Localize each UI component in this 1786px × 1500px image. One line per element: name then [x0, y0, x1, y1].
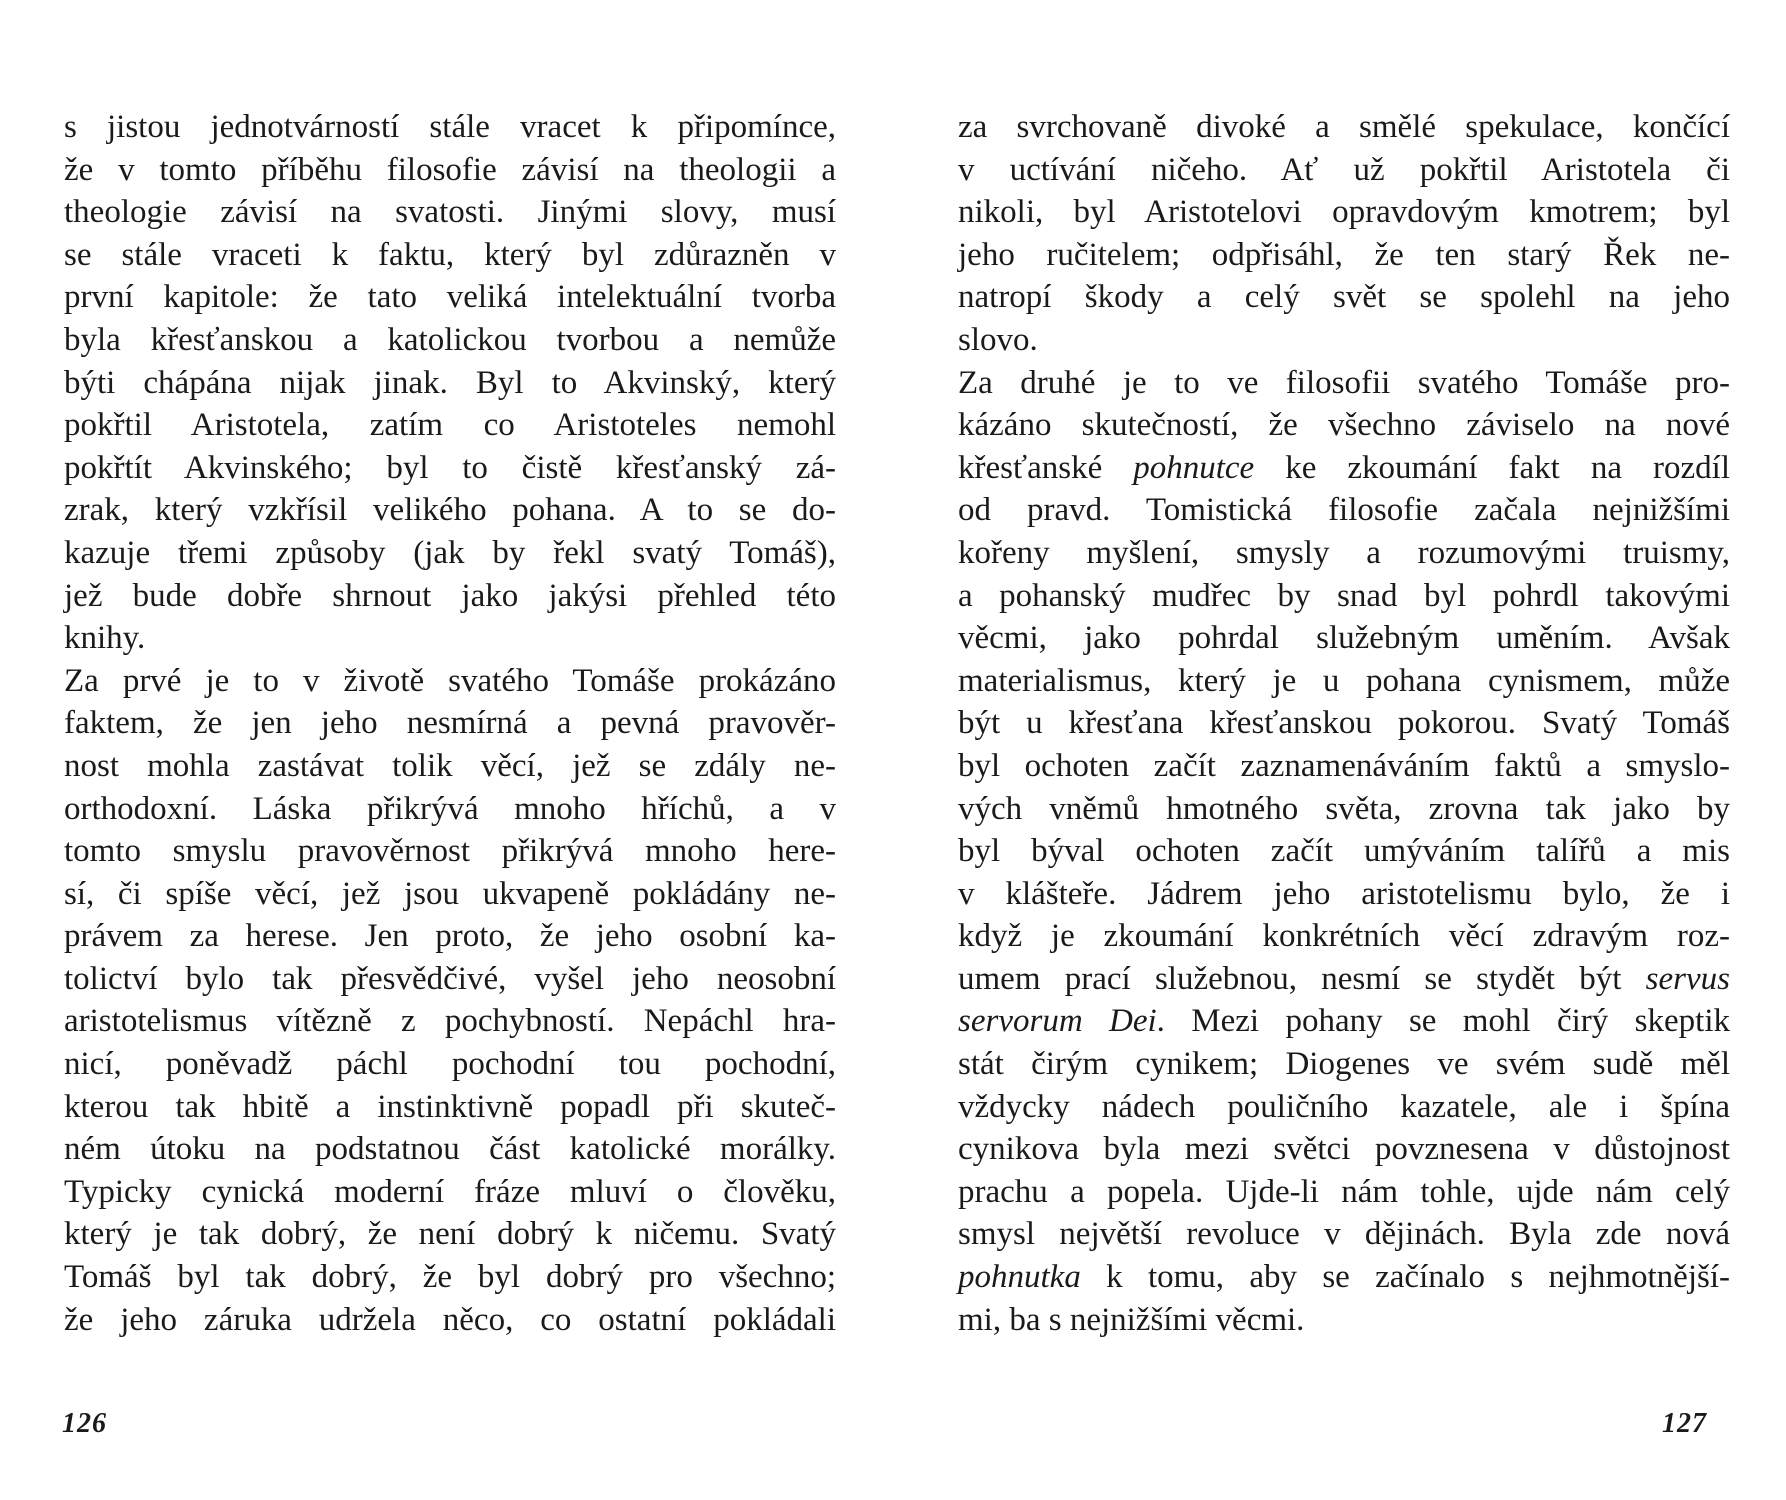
text-line [958, 1086, 1730, 1129]
text-segment: cynikova byla mezi světci povznesena v důstojnost [958, 1131, 1730, 1168]
text-segment: prachu a popela. Ujde-li nám tohle, ujde nám celý [958, 1173, 1730, 1210]
text-segment: věcmi, jako pohrdal služebným uměním. Avšak [958, 620, 1730, 657]
text-segment: křesťanské [958, 449, 1134, 486]
text-segment: kořeny myšlení, smysly a rozumovými truismy, [958, 534, 1730, 571]
text-segment: za svrchovaně divoké a smělé spekulace, končící [958, 109, 1730, 145]
text-segment: vždycky nádech pouličního kazatele, ale i špína [958, 1088, 1730, 1125]
text-line: sí, či spíše věcí, jež jsou ukvapeně pokládány ne- [64, 875, 836, 912]
text-line [958, 362, 1730, 405]
text-line [958, 788, 1730, 831]
text-line [958, 532, 1730, 575]
text-line [958, 1171, 1730, 1214]
text-line: zrak, který vzkřísil velikého pohana. A to se do- [64, 492, 836, 529]
text-line [958, 404, 1730, 447]
text-line: aristotelismus vítězně z pochybností. Nepáchl hra- [64, 1003, 836, 1040]
text-line: Tomáš byl tak dobrý, že byl dobrý pro všechno; [64, 1259, 836, 1296]
text-line [958, 1000, 1730, 1043]
text-segment: k tomu, aby se začínalo s nejhmotnější- [1080, 1259, 1730, 1296]
text-line [958, 660, 1730, 703]
text-line [958, 106, 1730, 149]
text-line [958, 149, 1730, 192]
text-line: že v tomto příběhu filosofie závisí na theologii a [64, 151, 836, 188]
text-line: který je tak dobrý, že není dobrý k ničemu. Svatý [64, 1216, 836, 1253]
text-segment: natropí škody a celý svět se spolehl na jeho [958, 279, 1730, 316]
text-line [958, 1128, 1730, 1171]
text-line [958, 1043, 1730, 1086]
text-line: býti chápána nijak jinak. Byl to Akvinský, který [64, 364, 836, 401]
text-line [958, 617, 1730, 660]
text-segment: . Mezi pohany se mohl čirý skeptik [1156, 1003, 1730, 1040]
text-line: ném útoku na podstatnou část katolické morálky. [64, 1131, 836, 1168]
text-line: se stále vraceti k faktu, který byl zdůrazněn v [64, 236, 836, 273]
text-line: orthodoxní. Láska přikrývá mnoho hříchů, a v [64, 790, 836, 827]
text-segment: v uctívání ničeho. Ať už pokřtil Aristotela či [958, 151, 1730, 188]
text-segment: nikoli, byl Aristotelovi opravdovým kmotrem; byl [958, 194, 1730, 231]
page-number-right: 127 [1662, 1408, 1707, 1439]
italic-text: servus [1645, 960, 1730, 997]
text-segment: když je zkoumání konkrétních věcí zdravým roz- [958, 918, 1730, 955]
text-segment: umem prací služebnou, nesmí se stydět být [958, 960, 1646, 997]
left-page-text [64, 106, 836, 1341]
text-line [958, 830, 1730, 873]
text-segment: Za druhé je to ve filosofii svatého Tomáše pro- [958, 364, 1730, 401]
text-segment: smysl největší revoluce v dějinách. Byla zde nová [958, 1216, 1730, 1253]
text-line [958, 1256, 1730, 1299]
text-line: nicí, poněvadž páchl pochodní tou pochodní, [64, 1046, 836, 1083]
text-line: pokřtít Akvinského; byl to čistě křesťanský zá- [64, 449, 836, 486]
text-line [958, 1213, 1730, 1256]
text-line [958, 575, 1730, 618]
text-line: tomto smyslu pravověrnost přikrývá mnoho here- [64, 833, 836, 870]
text-line [958, 873, 1730, 916]
text-line: že jeho záruka udržela něco, co ostatní pokládali [64, 1301, 836, 1338]
italic-text: pohnutka [958, 1259, 1081, 1296]
text-segment: jeho ručitelem; odpřisáhl, že ten starý Řek ne- [958, 236, 1730, 273]
text-line: kazuje třemi způsoby (jak by řekl svatý Tomáš), [64, 534, 836, 571]
text-line: s jistou jednotvárností stále vracet k připomínce, [64, 109, 836, 145]
text-line: jež bude dobře shrnout jako jakýsi přehled této [64, 577, 836, 614]
text-segment: ke zkoumání fakt na rozdíl [1254, 449, 1730, 486]
text-line: kterou tak hbitě a instinktivně popadl při skuteč- [64, 1088, 836, 1125]
text-line: nost mohla zastávat tolik věcí, jež se zdály ne- [64, 747, 836, 784]
page-number-left: 126 [62, 1408, 107, 1439]
text-line: knihy. [64, 620, 146, 657]
text-line: byla křesťanskou a katolickou tvorbou a nemůže [64, 321, 836, 358]
text-line [958, 319, 1730, 362]
text-line [958, 191, 1730, 234]
text-line [958, 958, 1730, 1001]
text-segment: vých vněmů hmotného světa, zrovna tak jako by [958, 790, 1730, 827]
text-line [958, 234, 1730, 277]
text-segment: být u křesťana křesťanskou pokorou. Svatý Tomáš [958, 705, 1730, 742]
text-segment: slovo. [958, 321, 1038, 358]
text-segment: stát čirým cynikem; Diogenes ve svém sudě měl [958, 1046, 1730, 1083]
text-segment: byl býval ochoten začít umýváním talířů a mis [958, 833, 1730, 870]
text-segment: a pohanský mudřec by snad byl pohrdl takovými [958, 577, 1730, 614]
text-segment: kázáno skutečností, že všechno záviselo na nové [958, 407, 1730, 444]
text-line: Typicky cynická moderní fráze mluví o člověku, [64, 1173, 836, 1210]
text-segment: materialismus, který je u pohana cynismem, může [958, 662, 1730, 699]
text-line: faktem, že jen jeho nesmírná a pevná pravověr- [64, 705, 836, 742]
text-line: právem za herese. Jen proto, že jeho osobní ka- [64, 918, 836, 955]
text-segment: od pravd. Tomistická filosofie začala nejnižšími [958, 492, 1730, 529]
text-line [958, 1299, 1730, 1342]
text-line [958, 915, 1730, 958]
text-segment: mi, ba s nejnižšími věcmi. [958, 1301, 1305, 1338]
text-line [958, 745, 1730, 788]
text-line: Za prvé je to v životě svatého Tomáše prokázáno [64, 662, 836, 699]
text-line: theologie závisí na svatosti. Jinými slovy, musí [64, 194, 836, 231]
text-line [958, 702, 1730, 745]
text-segment: byl ochoten začít zaznamenáváním faktů a smyslo- [958, 747, 1730, 784]
text-line: pokřtil Aristotela, zatím co Aristoteles nemohl [64, 407, 836, 444]
text-line [958, 447, 1730, 490]
right-page-text [958, 106, 1730, 1341]
text-line [958, 276, 1730, 319]
text-line: tolictví bylo tak přesvědčivé, vyšel jeho neosobní [64, 960, 836, 997]
text-line [958, 489, 1730, 532]
text-segment: v klášteře. Jádrem jeho aristotelismu bylo, že i [958, 875, 1730, 912]
italic-text: pohnutce [1133, 449, 1255, 486]
italic-text: servorum Dei [958, 1003, 1157, 1040]
text-line: první kapitole: že tato veliká intelektuální tvorba [64, 279, 836, 316]
